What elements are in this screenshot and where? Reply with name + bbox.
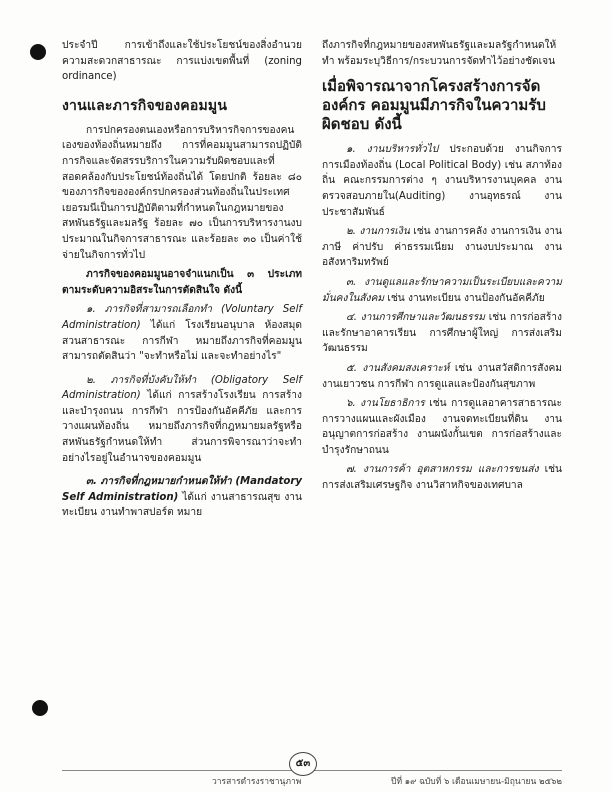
page-number: ๕๓ — [289, 752, 317, 776]
list-item-text: ได้แก่ โรงเรียนอนุบาล ห้องสมุด สวนสาธารณะ การกีฬา หมายถึงภารกิจที่คอมมูนสามารถตัดสินว่า "จะทำหรือไม่ และจะทำอย่างไร" — [62, 319, 302, 363]
list-item-label: ๒. ภารกิจที่บังคับให้ทำ (Obligatory Self Administration) — [62, 374, 302, 402]
footer — [62, 774, 562, 788]
list-item-text: ประกอบด้วย งานกิจการการเมืองท้องถิ่น (Local Political Body) เช่น สภาท้องถิ่น คณะกรรมการต่าง ๆ งานบริหารงานบุคคล งานตรวจสอบภายใน(Auditing) งานอุทธรณ์ งานประชาสัมพันธ์ — [322, 144, 562, 218]
list-item-label: ๓. งานดูแลและรักษาความเป็นระเบียบและความมั่นคงในสังคม — [322, 276, 562, 304]
list-item-obligatory — [62, 373, 302, 467]
list-item-mandatory — [62, 474, 302, 521]
list-item-label: ๒. งานการเงิน — [346, 226, 410, 238]
list-item-label: ๑. ภารกิจที่สามารถเลือกทำ (Voluntary Self Administration) — [62, 304, 302, 331]
left-column — [62, 38, 302, 521]
left-intro: ประจำปี การเข้าถึงและใช้ประโยชน์ของสิ่งอำนวยความสะดวกสาธารณะ การแบ่งเขตพื้นที่ (zoning ordinance) — [62, 40, 302, 83]
list-item-text: เช่น การดูแลอาคารสาธารณะ การวางแผนและผังเมือง งานจดทะเบียนที่ดิน งานอนุญาตการก่อสร้าง งานผนังกั้นเขต การก่อสร้างและบำรุงรักษาถนน — [322, 398, 562, 456]
issue-info: ปีที่ ๑๙ ฉบับที่ ๖ เดือนเมษายน-มิถุนายน ๒๕๖๒ — [391, 777, 562, 787]
list-item-label: ๗. งานการค้า อุตสาหกรรม และการขนส่ง — [346, 464, 539, 476]
list-item-label: ๔. งานการศึกษาและวัฒนธรรม — [346, 312, 485, 324]
paragraph-self-administration: การปกครองตนเองหรือการบริหารกิจการของคนเองของท้องถิ่นหมายถึง การที่คอมมูนสามารถปฏิบัติการกิจและจัดสรรบริการในความรับผิดชอบและที่สอดคล้องกับประโยชน์ท้องถิ่นได้ โดยปกติ ร้อยละ ๘๐ ของภารกิจขององค์กรปกครองส่วนท้องถิ่นในประเทศเยอรมนีเป็นการปฏิบัติตามที่กำหนดในกฎหมายของสหพันธรัฐและมลรัฐ ร้อยละ ๗๐ เป็นการบริหารงานงบประมาณในกิจการสาธารณะ และร้อยละ ๓๐ เป็นค่าใช้จ่ายในกิจการทั่วไป — [62, 124, 302, 261]
section-heading-commune-tasks: งานและภารกิจของคอมมูน — [62, 97, 228, 114]
list-item-general-admin — [322, 142, 562, 220]
list-item-label: ๖. งานโยธาธิการ — [346, 398, 425, 410]
list-item-commerce — [322, 462, 562, 493]
journal-name: วารสารดำรงราชานุภาพ — [212, 777, 302, 787]
list-item-public-works — [322, 396, 562, 458]
list-item-voluntary — [62, 302, 302, 364]
list-item-text: เช่น การก่อสร้างและรักษาอาคารเรียน การศึกษาผู้ใหญ่ การส่งเสริมวัฒนธรรม — [322, 312, 562, 355]
list-item-label: ๓. ภารกิจที่กฎหมายกำหนดให้ทำ (Mandatory Self Administration) — [62, 476, 302, 503]
list-item-text: เช่น การส่งเสริมเศรษฐกิจ งานวิสาหกิจของเทศบาล — [322, 464, 562, 492]
list-item-label: ๑. งานบริหารทั่วไป — [346, 144, 439, 156]
paragraph-task-types: ภารกิจของคอมมูนอาจจำแนกเป็น ๓ ประเภท ตามระดับความอิสระในการตัดสินใจ ดังนี้ — [62, 269, 302, 296]
section-heading-organization: เมื่อพิจารณาจากโครงสร้างการจัดองค์กร คอมมูนมีภารกิจในความรับผิดชอบ ดังนี้ — [322, 77, 546, 134]
list-item-text: เช่น งานทะเบียน งานป้องกันอัคคีภัย — [387, 292, 545, 304]
list-item-label: ๕. งานสังคมสงเคราะห์ — [346, 362, 450, 374]
ink-blot-top — [30, 44, 46, 60]
list-item-text: เช่น งานการคลัง งานการเงิน งานภาษี ค่าปรับ ค่าธรรมเนียม งานงบประมาณ งานอสังหาริมทรัพย์ — [322, 226, 562, 269]
list-item-text: เช่น งานสวัสดิการสังคม งานเยาวชน การกีฬา การดูแลและป้องกันสุขภาพ — [322, 362, 562, 390]
list-item-text: ได้แก่ การสร้างโรงเรียน การสร้างและบำรุงถนน การกีฬา การป้องกันอัคคีภัย และการวางแผนท้องถิ่น หมายถึงภารกิจที่กฎหมายมลรัฐหรือสหพันธรัฐกำหนดให้ทำ ส่วนการพิจารณาว่าจะทำอย่างไรอยู่ในอำนาจของคอมมูน — [62, 390, 302, 464]
list-item-finance — [322, 224, 562, 271]
right-column — [322, 38, 562, 494]
list-item-text: ได้แก่ งานสาธารณสุข งานทะเบียน งานทำพาสปอร์ต หมาย — [62, 491, 302, 519]
right-intro: ถึงภารกิจที่กฎหมายของสหพันธรัฐและมลรัฐกำหนดให้ทำ พร้อมระบุวิธีการ/กระบวนการจัดทำไว้อย่างชัดเจน — [322, 40, 557, 67]
ink-blot-bottom — [32, 700, 48, 716]
list-item-public-order — [322, 275, 562, 306]
list-item-education — [322, 310, 562, 357]
list-item-social-welfare — [322, 361, 562, 392]
